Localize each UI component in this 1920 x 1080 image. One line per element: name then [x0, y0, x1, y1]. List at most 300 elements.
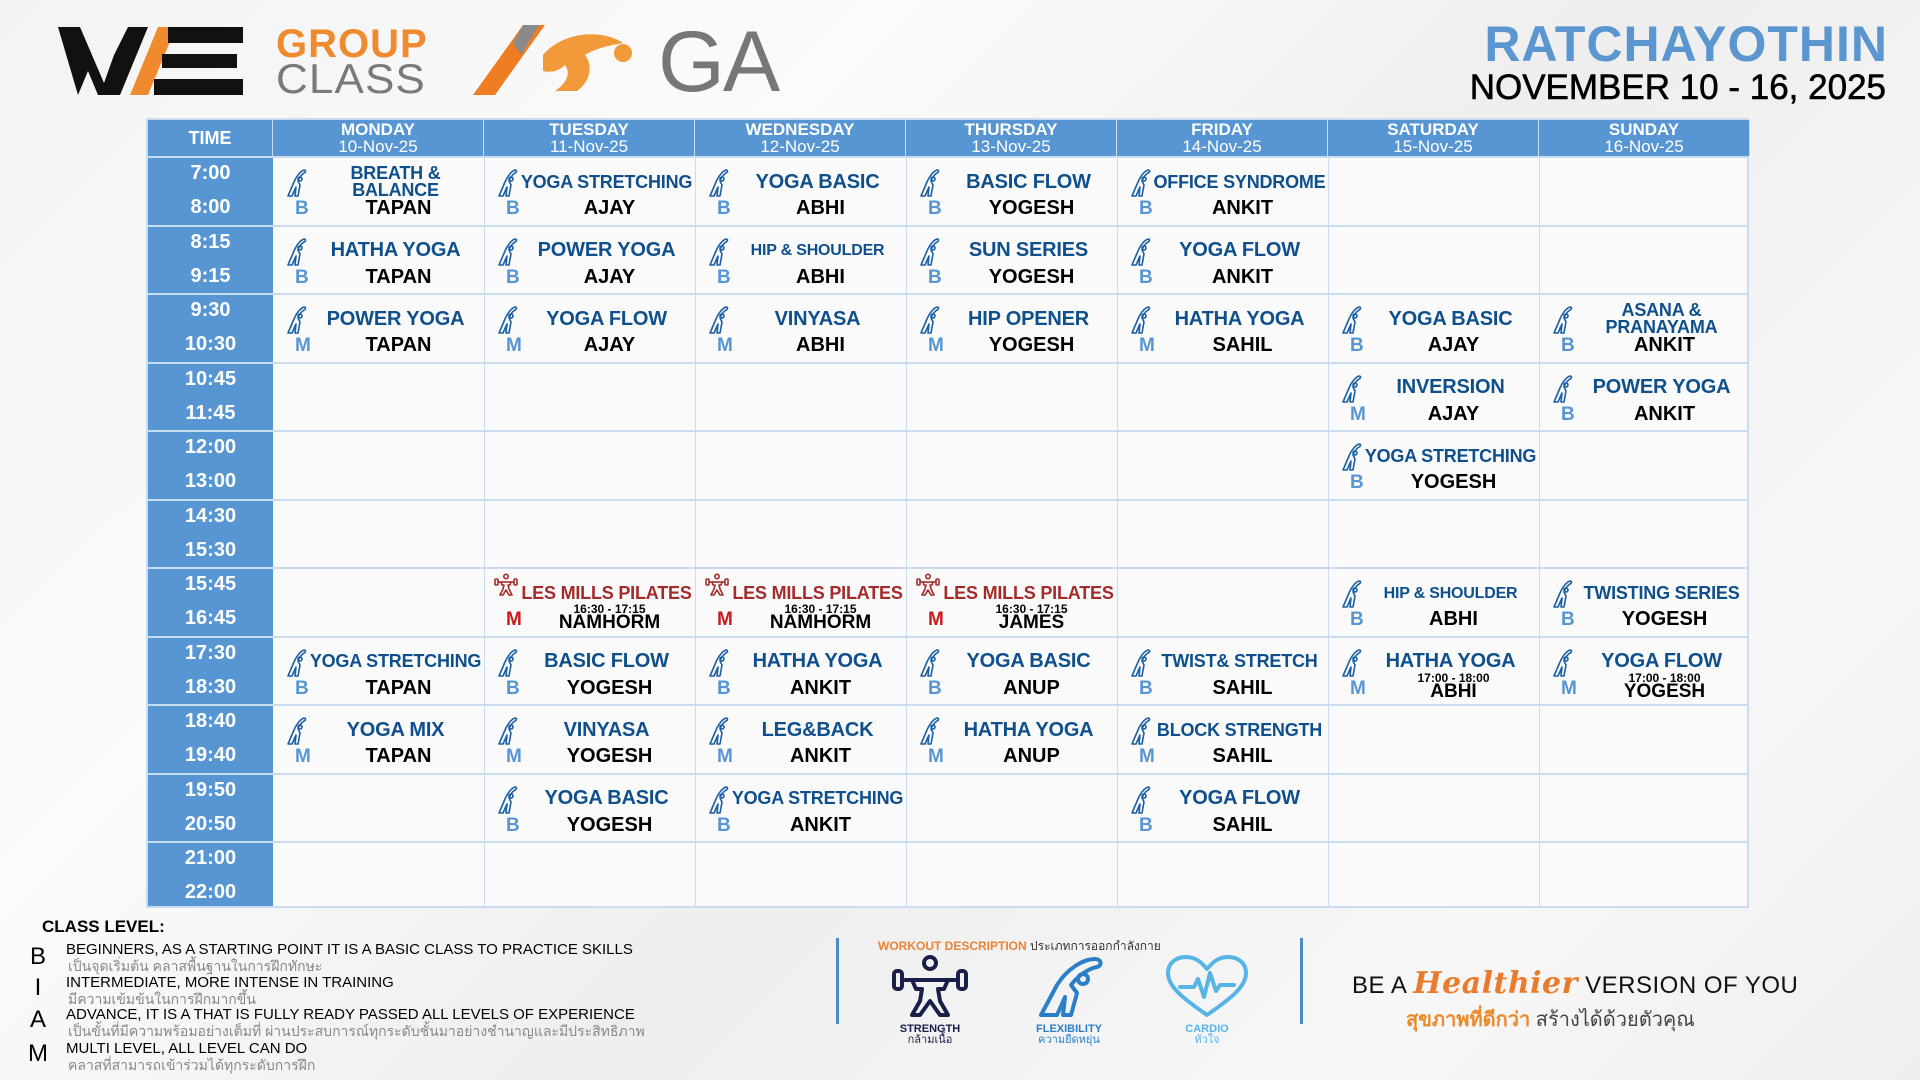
slot-end: 11:45: [185, 401, 236, 424]
class-level: M: [1139, 335, 1155, 356]
slot-end: 18:30: [184, 675, 237, 698]
class-entry[interactable]: [1328, 569, 1539, 638]
class-name: VINYASA: [563, 718, 650, 741]
class-name: BASIC FLOW: [966, 170, 1091, 193]
class-hours: 17:00 - 18:00: [1417, 670, 1490, 685]
day-date: 14-Nov-25: [1182, 137, 1262, 156]
class-level: B: [717, 677, 731, 699]
flexibility-icon: [1340, 648, 1362, 678]
class-entry[interactable]: [695, 569, 906, 638]
class-name: YOGA STRETCHING: [731, 788, 904, 808]
class-level: M: [295, 335, 311, 356]
level-description-th: คลาสที่สามารถเข้าร่วมได้ทุกระดับการฝึก: [68, 1057, 316, 1073]
time-column-header: [148, 120, 273, 156]
class-name: YOGA MIX: [346, 718, 445, 741]
time-slot: [148, 841, 273, 910]
strength-label: STRENGTH: [899, 1023, 961, 1035]
flexibility-icon: [1551, 305, 1573, 335]
class-level: B: [717, 266, 731, 288]
cardio-icon: [1164, 955, 1250, 1019]
class-name: HATHA YOGA: [330, 239, 461, 261]
class-level: B: [1139, 198, 1153, 219]
slot-start: 14:30: [184, 504, 237, 527]
time-slot: [148, 225, 273, 294]
class-level: B: [928, 198, 942, 219]
time-slot: [148, 636, 273, 705]
class-instructor: YOGESH: [988, 197, 1075, 219]
slogan-thai-highlight: สุขภาพที่ดีกว่า: [1406, 1009, 1531, 1031]
flexibility-icon: [707, 237, 729, 267]
class-entry[interactable]: [484, 638, 695, 707]
class-instructor: NAMHORM: [558, 612, 661, 633]
flexibility-icon: [707, 648, 729, 678]
class-name: HIP & SHOULDER: [1383, 584, 1518, 602]
flexibility-icon: [1031, 955, 1107, 1019]
class-name: LEG&BACK: [761, 718, 874, 741]
class-hours: 16:30 - 17:15: [573, 602, 646, 616]
class-name: POWER YOGA: [1592, 376, 1731, 398]
day-header: [484, 120, 695, 156]
class-entry[interactable]: [484, 775, 695, 844]
level-description: INTERMEDIATE, MORE INTENSE IN TRAINING: [66, 974, 394, 991]
flexibility-icon: [496, 648, 518, 678]
class-hours: 17:00 - 18:00: [1628, 670, 1701, 685]
class-instructor: ABHI: [796, 265, 845, 288]
class-level: B: [506, 677, 520, 699]
class-instructor: SAHIL: [1212, 676, 1273, 699]
class-name: YOGA FLOW: [1179, 787, 1300, 809]
class-instructor: ANKIT: [1633, 402, 1696, 425]
time-slot: [148, 499, 273, 568]
class-entry[interactable]: [1117, 706, 1328, 775]
cardio-label-th: หัวใจ: [1194, 1034, 1220, 1046]
class-level: M: [1350, 677, 1366, 699]
class-entry[interactable]: [906, 227, 1117, 296]
class-instructor: YOGESH: [1621, 608, 1708, 630]
class-instructor: YOGESH: [566, 745, 653, 767]
slot-end: 15:30: [184, 538, 237, 561]
class-level: B: [928, 266, 942, 288]
class-entry[interactable]: [1539, 295, 1750, 364]
class-level: M: [717, 609, 733, 630]
class-level: B: [1139, 814, 1153, 836]
class-level: M: [506, 609, 522, 630]
class-entry[interactable]: [1328, 432, 1539, 501]
day-header: [906, 120, 1117, 156]
time-slot: [148, 567, 273, 636]
class-level: M: [1350, 403, 1366, 425]
class-level: B: [1561, 335, 1575, 356]
class-entry[interactable]: [484, 569, 695, 638]
class-level: B: [295, 198, 309, 219]
time-slot: [148, 156, 273, 225]
class-level: B: [928, 677, 942, 699]
flexibility-icon: [707, 305, 729, 335]
brand-logo: [58, 14, 803, 110]
strength-icon: [892, 955, 968, 1019]
day-header: [695, 120, 906, 156]
class-level: B: [1139, 266, 1153, 288]
workout-description-title: [878, 937, 1161, 956]
level-description-th: เป็นจุดเริ่มต้น คลาสพื้นฐานในการฝึกทักษะ: [68, 958, 323, 974]
time-slot: [148, 293, 273, 362]
class-entry[interactable]: [906, 158, 1117, 227]
day-name: MONDAY: [341, 120, 415, 139]
class-level: M: [295, 746, 311, 767]
flexibility-label-th: ความยืดหยุ่น: [1038, 1034, 1100, 1046]
class-entry[interactable]: [484, 227, 695, 296]
class-instructor: YOGESH: [566, 676, 653, 699]
class-level-title: CLASS LEVEL:: [42, 917, 165, 936]
class-name: YOGA BASIC: [1388, 307, 1513, 330]
class-level: B: [1350, 609, 1364, 630]
class-name: HATHA YOGA: [963, 718, 1094, 741]
workout-description-th: ประเภทการออกกำลังกาย: [1030, 939, 1161, 953]
class-level: M: [1561, 677, 1577, 699]
class-entry[interactable]: [1539, 364, 1750, 433]
day-date: 16-Nov-25: [1604, 137, 1684, 156]
class-entry[interactable]: [273, 227, 484, 296]
slot-start: 19:50: [184, 778, 237, 801]
class-name: TWIST& STRETCH: [1161, 651, 1318, 671]
level-letter: A: [29, 1006, 46, 1033]
class-entry[interactable]: [1328, 295, 1539, 364]
level-description-th: มีความเข้มข้นในการฝึกมากขึ้น: [68, 991, 256, 1007]
class-instructor: ABHI: [796, 197, 845, 219]
class-name: YOGA STRETCHING: [1364, 445, 1537, 466]
class-instructor: ANUP: [1003, 676, 1060, 699]
divider: [836, 938, 839, 1024]
class-instructor: TAPAN: [365, 334, 432, 356]
class-level: M: [928, 335, 944, 356]
class-name: YOGA FLOW: [546, 307, 667, 330]
class-level: B: [1139, 677, 1153, 699]
class-name: HATHA YOGA: [1385, 650, 1516, 672]
level-description-th: เป็นขั้นที่มีความพร้อมอย่างเต็มที่ ผ่านประสบการณ์ทุกระดับชั้นมาอย่างชำนาญและมีประสิทธิภาพ: [68, 1023, 645, 1039]
class-entry[interactable]: [695, 295, 906, 364]
class-entry[interactable]: [906, 569, 1117, 638]
class-name: HIP & SHOULDER: [750, 242, 885, 259]
level-description: ADVANCE, IT IS A THAT IS FULLY READY PASSED ALL LEVELS OF EXPERIENCE: [66, 1006, 635, 1023]
strength-icon: [494, 573, 518, 597]
flexibility-icon: [1129, 716, 1151, 746]
grid-line: [1539, 156, 1540, 906]
slogan-script: Healthier: [1413, 966, 1578, 1001]
day-header: [273, 120, 484, 156]
day-name: SUNDAY: [1608, 120, 1680, 139]
strength-icon: [916, 573, 940, 597]
class-name: YOGA FLOW: [1179, 239, 1300, 261]
class-entry[interactable]: [695, 638, 906, 707]
slot-start: 9:30: [190, 299, 231, 321]
day-date: 12-Nov-25: [760, 137, 840, 156]
day-name: FRIDAY: [1191, 120, 1253, 139]
slogan-pre: BE A: [1352, 972, 1407, 999]
class-entry[interactable]: [695, 227, 906, 296]
branch-title: RATCHAYOTHIN: [1484, 16, 1888, 72]
class-level: M: [717, 746, 733, 767]
class-level: B: [506, 266, 520, 288]
slot-start: 12:00: [184, 436, 237, 458]
class-instructor: YOGESH: [1410, 471, 1497, 493]
time-slot: [148, 773, 273, 842]
slot-start: 8:15: [190, 230, 231, 253]
class-level: M: [928, 609, 944, 630]
day-date: 10-Nov-25: [338, 137, 418, 156]
class-entry[interactable]: [695, 158, 906, 227]
class-entry[interactable]: [906, 706, 1117, 775]
class-instructor: TAPAN: [365, 197, 432, 219]
class-entry[interactable]: [484, 706, 695, 775]
class-level: M: [1139, 746, 1155, 767]
class-level: B: [506, 814, 520, 836]
flexibility-icon: [1340, 579, 1362, 609]
flexibility-icon: [707, 716, 729, 746]
class-entry[interactable]: [1539, 638, 1750, 707]
class-instructor: ANKIT: [789, 676, 852, 699]
class-instructor: YOGESH: [1623, 680, 1706, 702]
flexibility-icon: [918, 305, 940, 335]
slot-end: 19:40: [184, 744, 237, 766]
class-level: M: [506, 335, 522, 356]
cardio-label: CARDIO: [1185, 1023, 1229, 1035]
class-name: HATHA YOGA: [1174, 307, 1305, 330]
flexibility-icon: [496, 305, 518, 335]
logo-ga-text: GA: [658, 14, 779, 110]
class-instructor: YOGESH: [988, 265, 1075, 288]
slogan-thai: [1406, 1003, 1695, 1035]
class-name: HATHA YOGA: [752, 650, 883, 672]
schedule-table: [146, 118, 1749, 908]
day-date: 11-Nov-25: [549, 137, 629, 156]
class-name: BASIC FLOW: [544, 650, 669, 672]
class-name: VINYASA: [774, 307, 861, 330]
class-name: INVERSION: [1396, 376, 1505, 398]
flexibility-icon: [496, 237, 518, 267]
class-level: B: [717, 198, 731, 219]
class-name: LES MILLS PILATES: [521, 582, 692, 603]
class-instructor: ANKIT: [789, 813, 852, 836]
class-entry[interactable]: [1117, 227, 1328, 296]
day-date: 13-Nov-25: [971, 137, 1051, 156]
class-name: HIP OPENER: [968, 307, 1089, 330]
flexibility-icon: [707, 168, 729, 198]
flexibility-icon: [1551, 579, 1573, 609]
flexibility-icon: [285, 648, 307, 678]
class-instructor: TAPAN: [365, 265, 432, 288]
level-description: BEGINNERS, AS A STARTING POINT IT IS A BASIC CLASS TO PRACTICE SKILLS: [66, 941, 633, 958]
class-name: YOGA FLOW: [1601, 650, 1722, 672]
class-entry[interactable]: [695, 706, 906, 775]
slogan: [1352, 966, 1798, 1001]
logo-class-text: CLASS: [276, 55, 426, 102]
class-level: B: [295, 677, 309, 699]
class-name: LES MILLS PILATES: [732, 582, 903, 603]
slot-end: 9:15: [190, 264, 231, 287]
flexibility-icon: [918, 168, 940, 198]
class-entry[interactable]: [1117, 775, 1328, 844]
class-name: YOGA BASIC: [966, 650, 1091, 672]
flexibility-icon: [1129, 648, 1151, 678]
class-entry[interactable]: [695, 775, 906, 844]
class-instructor: ANKIT: [1211, 265, 1274, 288]
level-letter: M: [28, 1040, 48, 1067]
class-instructor: SAHIL: [1212, 745, 1273, 767]
slot-start: 21:00: [184, 847, 237, 869]
class-name: TWISTING SERIES: [1583, 582, 1740, 603]
class-name: POWER YOGA: [537, 239, 676, 261]
class-name: SUN SERIES: [968, 239, 1089, 261]
strength-label-th: กล้ามเนื้อ: [907, 1034, 953, 1046]
flexibility-icon: [1129, 785, 1151, 815]
class-name: OFFICE SYNDROME: [1153, 171, 1326, 192]
day-name: SATURDAY: [1387, 120, 1479, 139]
class-entry[interactable]: [273, 638, 484, 707]
class-instructor: ABHI: [1430, 680, 1477, 702]
class-level: B: [1350, 472, 1364, 493]
class-instructor: TAPAN: [365, 676, 432, 699]
slot-start: 7:00: [190, 162, 231, 184]
class-entry[interactable]: [273, 158, 484, 227]
class-level: M: [717, 335, 733, 356]
grid-line: [1328, 156, 1329, 906]
slogan-thai-rest: สร้างได้ด้วยตัวคุณ: [1535, 1009, 1695, 1031]
time-slot: [148, 704, 273, 773]
class-name: POWER YOGA: [326, 307, 465, 330]
slot-end: 13:00: [184, 470, 237, 492]
class-instructor: AJAY: [1427, 334, 1480, 356]
day-name: TUESDAY: [549, 120, 629, 139]
slot-start: 10:45: [184, 367, 237, 390]
class-level: M: [928, 746, 944, 767]
class-name: YOGA BASIC: [544, 787, 669, 809]
class-entry[interactable]: [1539, 569, 1750, 638]
class-instructor: TAPAN: [365, 745, 432, 767]
class-instructor: AJAY: [583, 265, 636, 288]
slogan-post: VERSION OF YOU: [1585, 972, 1799, 999]
slot-end: 10:30: [184, 333, 237, 355]
class-instructor: NAMHORM: [769, 612, 872, 633]
class-instructor: ABHI: [796, 334, 845, 356]
class-level: B: [1561, 403, 1575, 425]
class-name: YOGA STRETCHING: [309, 651, 482, 671]
slot-end: 16:45: [184, 607, 237, 629]
class-instructor: YOGESH: [566, 813, 653, 836]
class-name: YOGA STRETCHING: [520, 171, 693, 192]
we-logo-mark: [58, 25, 268, 97]
slot-start: 15:45: [184, 573, 237, 595]
time-slot: [148, 430, 273, 499]
class-level: M: [506, 746, 522, 767]
flexibility-icon: [707, 785, 729, 815]
time-column: [148, 156, 273, 906]
day-header: [1117, 120, 1328, 156]
flexibility-icon: [1129, 168, 1151, 198]
class-entry[interactable]: [484, 295, 695, 364]
workout-description-en: WORKOUT DESCRIPTION: [878, 939, 1027, 953]
class-instructor: JAMES: [998, 612, 1065, 633]
flexibility-icon: [285, 168, 307, 198]
slot-start: 18:40: [184, 710, 237, 732]
class-instructor: AJAY: [1427, 402, 1480, 425]
workout-type-strength: [880, 955, 980, 1046]
class-entry[interactable]: [1117, 295, 1328, 364]
week-range: NOVEMBER 10 - 16, 2025: [1469, 68, 1886, 107]
class-instructor: ANKIT: [789, 745, 852, 767]
class-name: LES MILLS PILATES: [943, 582, 1114, 603]
flexibility-icon: [918, 648, 940, 678]
class-level: B: [295, 266, 309, 288]
class-instructor: ANUP: [1003, 745, 1060, 767]
class-name: ASANA & PRANAYAMA: [1605, 300, 1718, 337]
workout-type-flexibility: [1019, 955, 1119, 1046]
flexibility-icon: [1129, 237, 1151, 267]
logo-yoga-figure: [473, 25, 663, 97]
class-entry[interactable]: [906, 295, 1117, 364]
flexibility-label: FLEXIBILITY: [1036, 1023, 1102, 1035]
class-hours: 16:30 - 17:15: [995, 602, 1068, 616]
slot-end: 22:00: [184, 881, 237, 903]
day-header: [1328, 120, 1539, 156]
day-name: WEDNESDAY: [745, 120, 855, 139]
flexibility-icon: [285, 305, 307, 335]
class-hours: 16:30 - 17:15: [784, 602, 857, 616]
flexibility-icon: [496, 785, 518, 815]
day-date: 15-Nov-25: [1393, 137, 1473, 156]
class-level: B: [506, 198, 520, 219]
slot-start: 17:30: [184, 641, 237, 664]
class-entry[interactable]: [1328, 364, 1539, 433]
strength-icon: [705, 573, 729, 597]
class-level: B: [1561, 609, 1575, 630]
class-entry[interactable]: [484, 158, 695, 227]
class-name: BLOCK STRENGTH: [1156, 719, 1323, 740]
flexibility-icon: [1551, 374, 1573, 404]
class-name: BREATH & BALANCE: [350, 163, 441, 200]
class-entry[interactable]: [1117, 158, 1328, 227]
class-entry[interactable]: [1328, 638, 1539, 707]
class-instructor: AJAY: [583, 334, 636, 356]
flexibility-icon: [496, 716, 518, 746]
class-instructor: ANKIT: [1633, 334, 1696, 356]
flexibility-icon: [1340, 374, 1362, 404]
flexibility-icon: [285, 237, 307, 267]
flexibility-icon: [918, 237, 940, 267]
slot-end: 8:00: [190, 196, 231, 218]
class-level: B: [717, 814, 731, 836]
flexibility-icon: [1340, 305, 1362, 335]
class-instructor: SAHIL: [1212, 334, 1273, 356]
class-instructor: SAHIL: [1212, 813, 1273, 836]
workout-type-cardio: [1157, 955, 1257, 1046]
time-slot: [148, 362, 273, 431]
level-letter: B: [29, 943, 46, 970]
day-name: THURSDAY: [964, 120, 1058, 139]
day-header: [1539, 120, 1750, 156]
class-entry[interactable]: [273, 295, 484, 364]
class-entry[interactable]: [273, 706, 484, 775]
flexibility-icon: [1129, 305, 1151, 335]
level-description: MULTI LEVEL, ALL LEVEL CAN DO: [66, 1040, 308, 1057]
flexibility-icon: [496, 168, 518, 198]
class-entry[interactable]: [1117, 638, 1328, 707]
logo-group-text: GROUP: [276, 22, 428, 66]
flexibility-icon: [285, 716, 307, 746]
class-level: B: [1350, 335, 1364, 356]
flexibility-icon: [1340, 442, 1362, 472]
class-name: YOGA BASIC: [755, 170, 880, 193]
class-entry[interactable]: [906, 638, 1117, 707]
